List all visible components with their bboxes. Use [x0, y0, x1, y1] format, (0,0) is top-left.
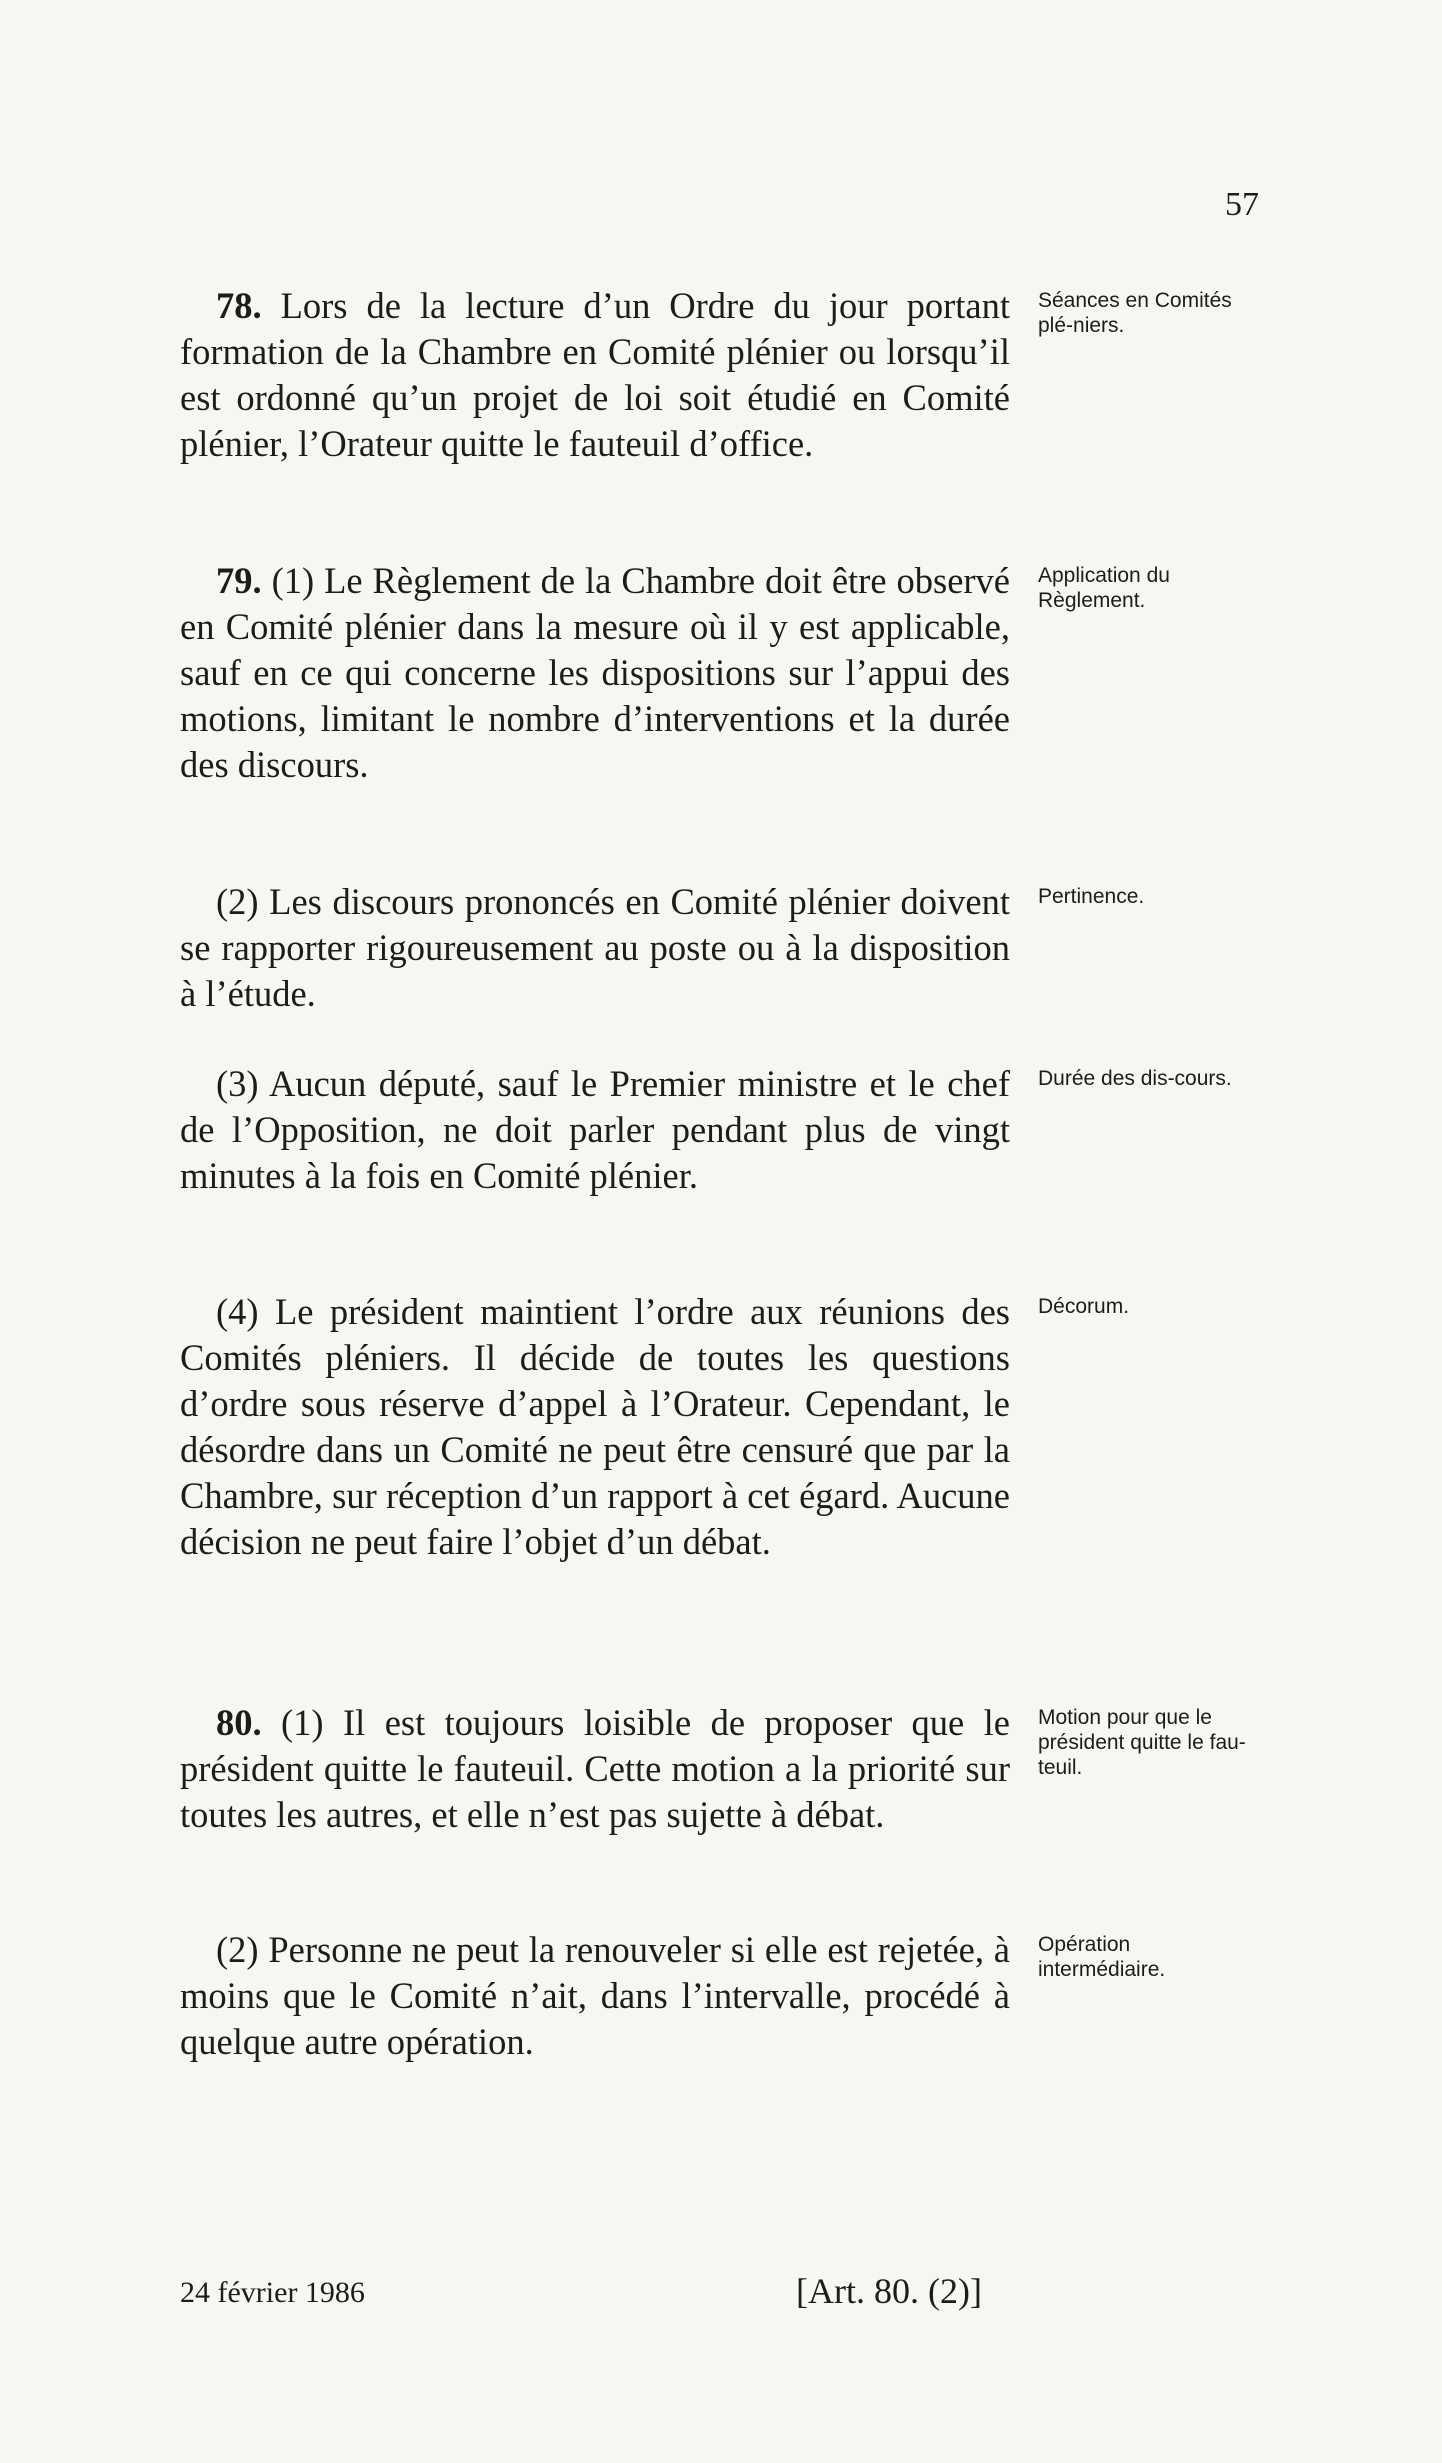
article-79-2-paragraph	[180, 879, 1010, 1017]
margin-note-operation: Opération intermédiaire.	[1038, 1933, 1166, 1981]
page-number: 57	[1225, 186, 1259, 223]
margin-note-application: Application du Règlement.	[1038, 564, 1170, 612]
paragraph-text: (2) Personne ne peut la renouveler si elle est rejetée, à moins que le Comité n’ait, dans l’intervalle, procédé à quelque autre opération.	[180, 1929, 1010, 2062]
article-79-1-paragraph	[180, 558, 1010, 788]
article-number: 78.	[216, 285, 262, 326]
margin-note-duree: Durée des dis-cours.	[1038, 1067, 1232, 1090]
article-79-3-paragraph	[180, 1061, 1010, 1199]
paragraph-text: Lors de la lecture d’un Ordre du jour portant formation de la Chambre en Comité plénier ou lorsqu’il est ordonné qu’un projet de loi soit étudié en Comité plénier, l’Orateur quitte le fauteuil d’office.	[180, 285, 1010, 464]
margin-note-pertinence: Pertinence.	[1038, 885, 1145, 908]
footer-reference: [Art. 80. (2)]	[796, 2271, 982, 2311]
article-79-4-paragraph	[180, 1289, 1010, 1565]
margin-note-motion: Motion pour que le président quitte le fau-teuil.	[1038, 1706, 1246, 1779]
paragraph-text: (4) Le président maintient l’ordre aux réunions des Comités pléniers. Il décide de toutes les questions d’ordre sous réserve d’appel à l’Orateur. Cependant, le désordre dans un Comité ne peut être censuré que par la Chambre, sur réception d’un rapport à cet égard. Aucune décision ne peut faire l’objet d’un débat.	[180, 1291, 1010, 1562]
margin-note-seances: Séances en Comités plé-niers.	[1038, 289, 1232, 337]
article-78-paragraph	[180, 283, 1010, 467]
article-80-2-paragraph	[180, 1927, 1010, 2065]
footer-date: 24 février 1986	[180, 2276, 365, 2309]
paragraph-text: (1) Le Règlement de la Chambre doit être observé en Comité plénier dans la mesure où il y est applicable, sauf en ce qui concerne les dispositions sur l’appui des motions, limitant le nombre d’interventions et la durée des discours.	[180, 560, 1010, 785]
paragraph-text: (2) Les discours prononcés en Comité plénier doivent se rapporter rigoureusement au poste ou à la disposition à l’étude.	[180, 881, 1010, 1014]
article-number: 80.	[216, 1702, 262, 1743]
article-number: 79.	[216, 560, 262, 601]
margin-note-decorum: Décorum.	[1038, 1295, 1130, 1318]
paragraph-text: (3) Aucun député, sauf le Premier ministre et le chef de l’Opposition, ne doit parler pendant plus de vingt minutes à la fois en Comité plénier.	[180, 1063, 1010, 1196]
article-80-1-paragraph	[180, 1700, 1010, 1838]
paragraph-text: (1) Il est toujours loisible de proposer que le président quitte le fauteuil. Cette motion a la priorité sur toutes les autres, et elle n’est pas sujette à débat.	[180, 1702, 1010, 1835]
